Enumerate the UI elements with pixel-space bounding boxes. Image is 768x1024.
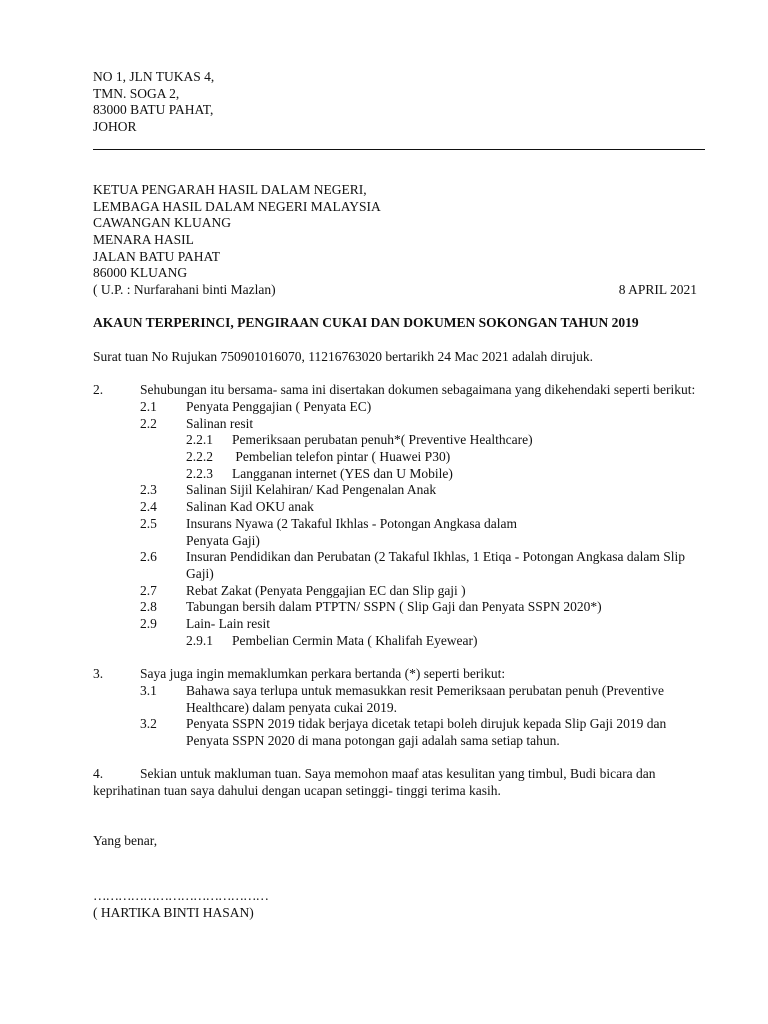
paragraph-number: 3. bbox=[93, 666, 104, 682]
signatory-name: ( HARTIKA BINTI HASAN) bbox=[93, 905, 254, 921]
recipient-line: MENARA HASIL bbox=[93, 231, 194, 247]
sub-list-item: 2.9.1 Pembelian Cermin Mata ( Khalifah Eyewear) bbox=[186, 632, 478, 648]
sender-line: NO 1, JLN TUKAS 4, bbox=[93, 69, 215, 84]
list-item-continuation: Penyata Gaji) bbox=[186, 532, 260, 548]
paragraph-2 bbox=[93, 382, 705, 649]
letter bbox=[93, 69, 705, 922]
recipient-address bbox=[93, 182, 705, 299]
recipient-line: CAWANGAN KLUANG bbox=[93, 215, 232, 231]
list-item: 2.7 Rebat Zakat (Penyata Penggajian EC dan Slip gaji ) bbox=[140, 582, 466, 598]
sub-list-item: 2.2.2 Pembelian telefon pintar ( Huawei P30) bbox=[186, 449, 451, 465]
list-item: 3.2 Penyata SSPN 2019 tidak berjaya dicetak tetapi boleh dirujuk kepada Slip Gaji 2019 dan Penyata SSPN 2020 di mana potongan gaji adalah sama setiap tahun. bbox=[140, 716, 667, 748]
sender-line: 83000 BATU PAHAT, bbox=[93, 102, 214, 118]
paragraph-text: Sehubungan itu bersama- sama ini disertakan dokumen sebagaimana yang dikehendaki seperti berikut: bbox=[140, 382, 696, 398]
recipient-line: LEMBAGA HASIL DALAM NEGERI MALAYSIA bbox=[93, 198, 381, 214]
list-item: 2.3 Salinan Sijil Kelahiran/ Kad Pengenalan Anak bbox=[140, 482, 437, 498]
list-item: 2.1 Penyata Penggajian ( Penyata EC) bbox=[140, 398, 372, 414]
sub-list-item: 2.2.1 Pemeriksaan perubatan penuh*( Preventive Healthcare) bbox=[186, 432, 533, 448]
list-item: 2.8 Tabungan bersih dalam PTPTN/ SSPN ( Slip Gaji dan Penyata SSPN 2020*) bbox=[140, 599, 602, 615]
letter-date: 8 APRIL 2021 bbox=[618, 282, 697, 298]
paragraph-4 bbox=[93, 766, 705, 799]
paragraph-text: Sekian untuk makluman tuan. Saya memohon maaf atas kesulitan yang timbul, Budi bicara dan keprihatinan tuan saya dahului dengan ucapan setinggi- tinggi terima kasih. bbox=[93, 766, 656, 799]
paragraph-number: 2. bbox=[93, 382, 104, 398]
paragraph-text: Saya juga ingin memaklumkan perkara bertanda (*) seperti berikut: bbox=[140, 666, 506, 682]
recipient-line: 86000 KLUANG bbox=[93, 265, 188, 281]
recipient-line: KETUA PENGARAH HASIL DALAM NEGERI, bbox=[93, 181, 367, 197]
paragraph-number: 4. bbox=[93, 766, 104, 782]
list-item: 3.1 Bahawa saya terlupa untuk memasukkan resit Pemeriksaan perubatan penuh (Preventive Healthcare) dalam penyata cukai 2019. bbox=[140, 682, 664, 715]
subject-title: AKAUN TERPERINCI, PENGIRAAN CUKAI DAN DOKUMEN SOKONGAN TAHUN 2019 bbox=[93, 315, 639, 331]
list-item: 2.4 Salinan Kad OKU anak bbox=[140, 499, 314, 515]
sender-line: JOHOR bbox=[93, 119, 137, 135]
signature-line: …………………………………… bbox=[93, 888, 268, 904]
recipient-line: JALAN BATU PAHAT bbox=[93, 248, 221, 264]
sender-line: TMN. SOGA 2, bbox=[93, 85, 180, 101]
list-item: 2.2 Salinan resit bbox=[140, 415, 254, 431]
list-item: 2.9 Lain- Lain resit bbox=[140, 616, 270, 632]
list-item: 2.6 Insuran Pendidikan dan Perubatan (2 Takaful Ikhlas, 1 Etiqa - Potongan Angkasa dalam Slip Gaji) bbox=[140, 549, 685, 581]
attention-line: ( U.P. : Nurfarahani binti Mazlan) bbox=[93, 282, 276, 298]
reference-text: Surat tuan No Rujukan 750901016070, 11216763020 bertarikh 24 Mac 2021 adalah dirujuk. bbox=[93, 348, 594, 364]
list-item: 2.5 Insurans Nyawa (2 Takaful Ikhlas - Potongan Angkasa dalam bbox=[140, 515, 517, 531]
paragraph-3 bbox=[93, 666, 705, 750]
sub-list-item: 2.2.3 Langganan internet (YES dan U Mobile) bbox=[186, 465, 453, 481]
closing-salutation: Yang benar, bbox=[93, 832, 158, 848]
sender-address bbox=[93, 69, 705, 136]
